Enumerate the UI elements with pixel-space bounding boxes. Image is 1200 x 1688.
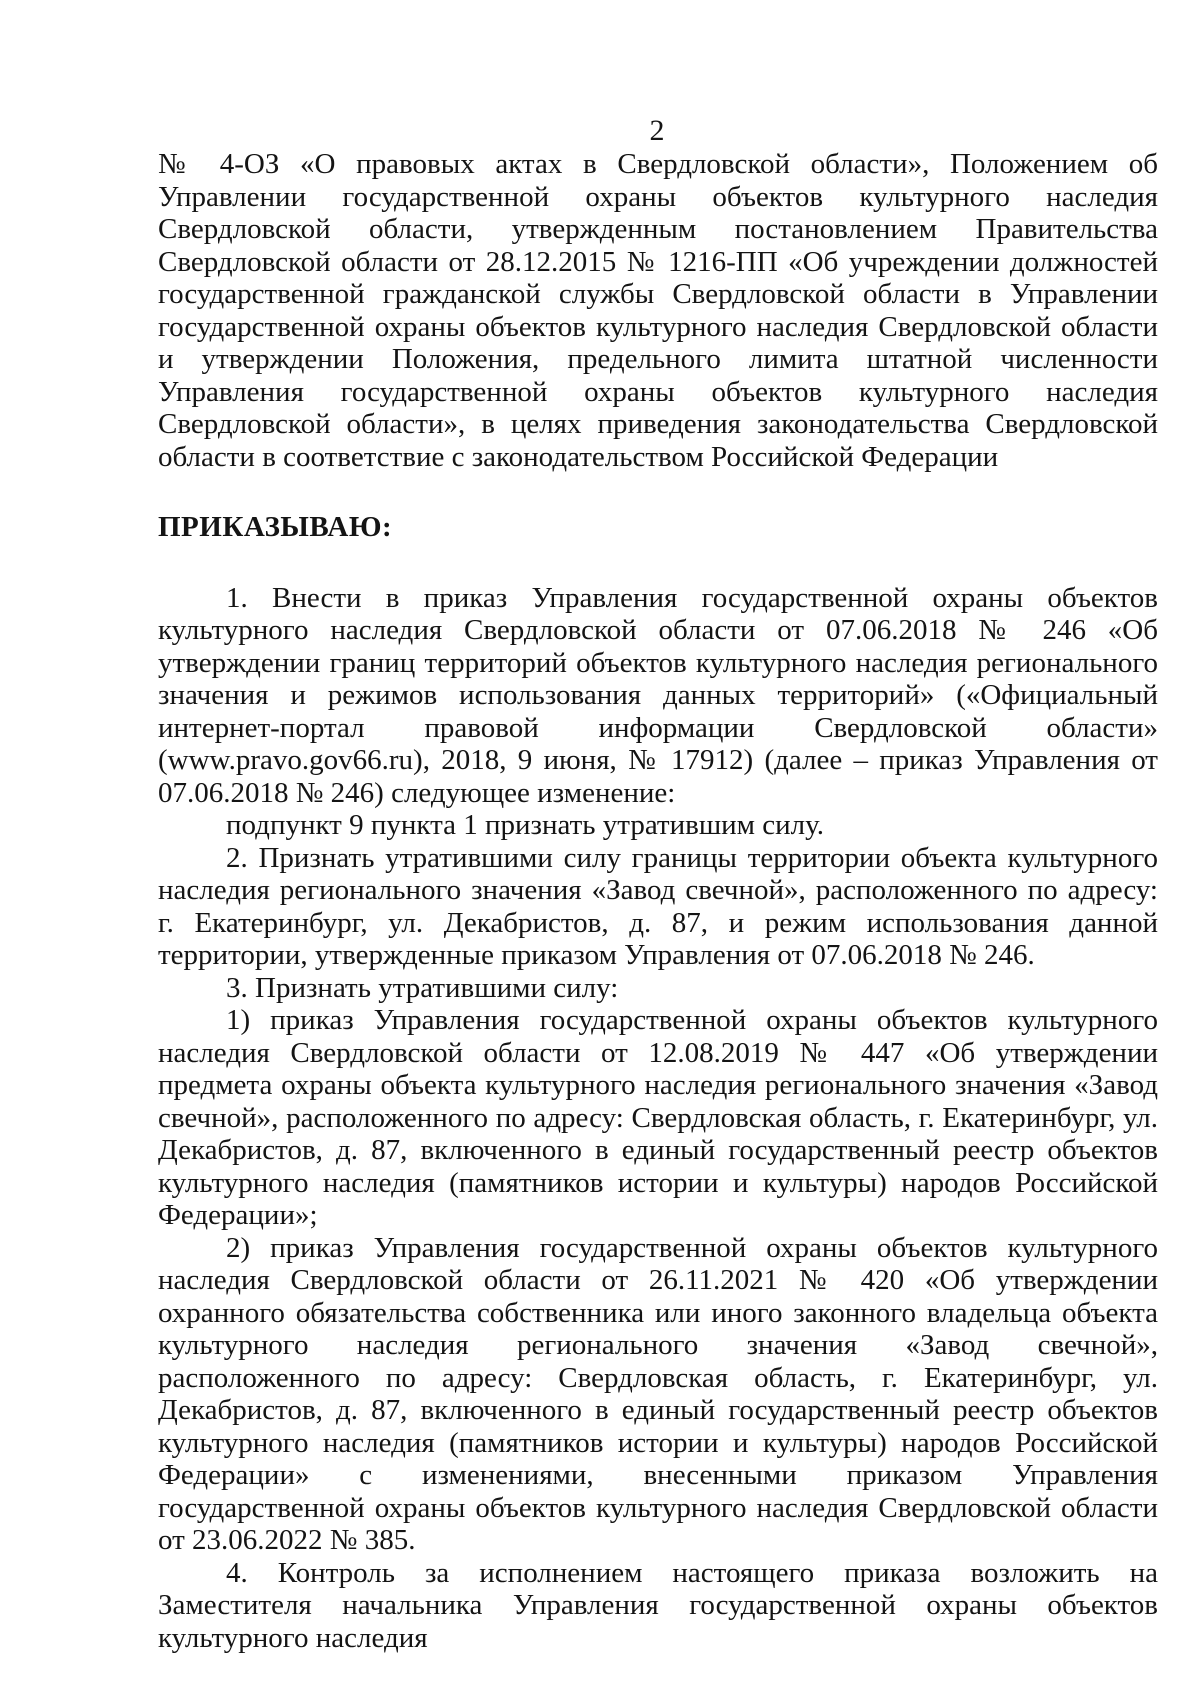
item-3-paragraph: 3. Признать утратившими силу:	[226, 971, 619, 1004]
item-4-paragraph: 4. Контроль за исполнением настоящего приказа возложить на Заместителя начальника Управления государственной охраны объектов культурного наследия	[158, 1556, 1158, 1654]
item-1-paragraph: 1. Внести в приказ Управления государственной охраны объектов культурного наследия Свердловской области от 07.06.2018 № 246 «Об утверждении границ территорий объектов культурного наследия регионального значения и режимов использования данных территорий» («Официальный интернет-портал правовой информации Свердловской области» (www.pravo.gov66.ru), 2018, 9 июня, № 17912) (далее – приказ Управления от 07.06.2018 № 246) следующее изменение:	[158, 581, 1158, 809]
page-number: 2	[649, 114, 665, 147]
item-1-subparagraph: подпункт 9 пункта 1 признать утратившим силу.	[226, 809, 824, 841]
order-heading: ПРИКАЗЫВАЮ:	[158, 511, 393, 543]
item-3-2-paragraph: 2) приказ Управления государственной охраны объектов культурного наследия Свердловской области от 26.11.2021 № 420 «Об утверждении охранного обязательства собственника или иного законного владельца объекта культурного наследия регионального значения «Завод свечной», расположенного по адресу: Свердловская область, г. Екатеринбург, ул. Декабристов, д. 87, включенного в единый государственный реестр объектов культурного наследия (памятников истории и культуры) народов Российской Федерации» с изменениями, внесенными приказом Управления государственной охраны объектов культурного наследия Свердловской области от 23.06.2022 № 385.	[158, 1231, 1158, 1556]
intro-paragraph: № 4-ОЗ «О правовых актах в Свердловской области», Положением об Управлении государственной охраны объектов культурного наследия Свердловской области, утвержденным постановлением Правительства Свердловской области от 28.12.2015 № 1216-ПП «Об учреждении должностей государственной гражданской службы Свердловской области в Управлении государственной охраны объектов культурного наследия Свердловской области и утверждении Положения, предельного лимита штатной численности Управления государственной охраны объектов культурного наследия Свердловской области», в целях приведения законодательства Свердловской области в соответствие с законодательством Российской Федерации	[158, 148, 1158, 473]
document-body	[158, 148, 1158, 1654]
item-3-1-paragraph: 1) приказ Управления государственной охраны объектов культурного наследия Свердловской области от 12.08.2019 № 447 «Об утверждении предмета охраны объекта культурного наследия регионального значения «Завод свечной», расположенного по адресу: Свердловская область, г. Екатеринбург, ул. Декабристов, д. 87, включенного в единый государственный реестр объектов культурного наследия (памятников истории и культуры) народов Российской Федерации»;	[158, 1004, 1158, 1231]
item-2-paragraph: 2. Признать утратившими силу границы территории объекта культурного наследия регионального значения «Завод свечной», расположенного по адресу: г. Екатеринбург, ул. Декабристов, д. 87, и режим использования данной территории, утвержденные приказом Управления от 07.06.2018 № 246.	[158, 841, 1158, 971]
